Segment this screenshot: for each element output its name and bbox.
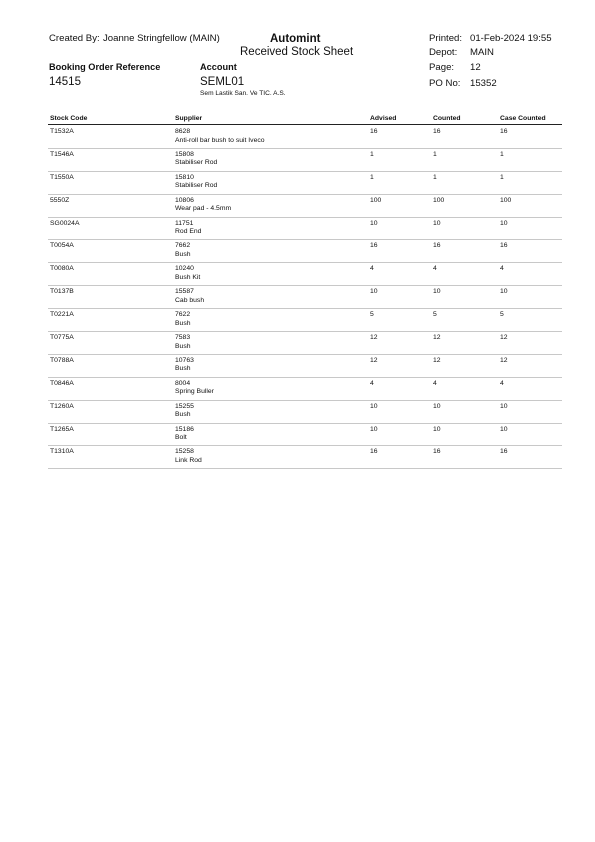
company-title: Automint <box>270 33 321 45</box>
case-counted-cell: 16 <box>500 448 508 456</box>
created-by-value: Joanne Stringfellow (MAIN) <box>103 33 220 44</box>
table-row <box>48 195 562 218</box>
advised-cell: 12 <box>370 334 378 342</box>
supplier-cell: 7622 <box>175 311 191 319</box>
table-row <box>48 332 562 355</box>
supplier-cell: 15810 <box>175 173 194 181</box>
table-row <box>48 446 562 469</box>
table-row <box>48 149 562 172</box>
table-row <box>48 401 562 424</box>
counted-cell: 16 <box>433 242 441 250</box>
counted-cell: 10 <box>433 402 441 410</box>
description-cell: Bush <box>175 365 191 373</box>
stock-code-cell: T0846A <box>50 379 74 387</box>
case-counted-cell: 4 <box>500 265 504 273</box>
description-cell: Stabiliser Rod <box>175 182 218 190</box>
case-counted-cell: 5 <box>500 311 504 319</box>
supplier-cell: 15587 <box>175 288 194 296</box>
counted-cell: 4 <box>433 265 437 273</box>
printed-value: 01-Feb-2024 19:55 <box>470 33 552 44</box>
case-counted-cell: 100 <box>500 196 512 204</box>
description-cell: Anti-roll bar bush to suit Iveco <box>175 136 265 144</box>
advised-cell: 16 <box>370 242 378 250</box>
printed-label: Printed: <box>429 33 463 44</box>
counted-cell: 5 <box>433 311 437 319</box>
case-counted-cell: 10 <box>500 425 508 433</box>
counted-cell: 100 <box>433 196 445 204</box>
account-code: SEML01 <box>200 76 245 88</box>
supplier-cell: 15258 <box>175 448 194 456</box>
depot-label: Depot: <box>429 47 458 58</box>
page-label: Page: <box>429 62 455 73</box>
counted-cell: 10 <box>433 219 441 227</box>
advised-cell: 1 <box>370 150 374 158</box>
advised-cell: 10 <box>370 288 378 296</box>
advised-cell: 1 <box>370 173 374 181</box>
table-row <box>48 172 562 195</box>
po-number: 15352 <box>470 78 497 89</box>
page-number: 12 <box>470 62 481 73</box>
description-cell: Bush Kit <box>175 273 201 281</box>
advised-cell: 16 <box>370 128 378 135</box>
case-counted-cell: 4 <box>500 379 504 387</box>
case-counted-cell: 10 <box>500 402 508 410</box>
description-cell: Wear pad - 4.5mm <box>175 205 232 213</box>
counted-cell: 10 <box>433 288 441 296</box>
description-cell: Bush <box>175 342 191 350</box>
booking-ref-label: Booking Order Reference <box>49 62 161 72</box>
stock-code-cell: T1550A <box>50 173 74 181</box>
supplier-cell: 10240 <box>175 265 194 273</box>
advised-cell: 10 <box>370 425 378 433</box>
table-row <box>48 240 562 263</box>
table-row <box>48 218 562 241</box>
table-row <box>48 424 562 447</box>
booking-ref-value: 14515 <box>49 76 81 88</box>
supplier-cell: 10806 <box>175 196 194 204</box>
case-counted-cell: 1 <box>500 173 504 181</box>
supplier-cell: 8004 <box>175 379 191 387</box>
counted-cell: 1 <box>433 173 437 181</box>
supplier-cell: 7662 <box>175 242 191 250</box>
advised-cell: 5 <box>370 311 374 319</box>
stock-code-cell: T0080A <box>50 265 74 273</box>
counted-cell: 10 <box>433 425 441 433</box>
description-cell: Spring Buller <box>175 388 214 396</box>
counted-cell: 4 <box>433 379 437 387</box>
stock-code-cell: T1260A <box>50 402 74 410</box>
supplier-cell: 7583 <box>175 334 191 342</box>
description-cell: Rod End <box>175 228 202 236</box>
description-cell: Bolt <box>175 434 187 442</box>
description-cell: Cab bush <box>175 296 205 304</box>
created-by-label: Created By: <box>49 33 100 44</box>
header-rule <box>48 124 562 125</box>
advised-cell: 4 <box>370 265 374 273</box>
stock-code-cell: T0137B <box>50 288 74 296</box>
description-cell: Bush <box>175 411 191 419</box>
stock-code-cell: T1310A <box>50 448 74 456</box>
account-label: Account <box>200 62 237 72</box>
case-counted-cell: 12 <box>500 356 508 364</box>
counted-cell: 16 <box>433 448 441 456</box>
supplier-cell: 11751 <box>175 219 194 227</box>
stock-code-cell: T0788A <box>50 356 74 364</box>
case-counted-cell: 1 <box>500 150 504 158</box>
advised-cell: 4 <box>370 379 374 387</box>
supplier-cell: 15186 <box>175 425 194 433</box>
case-counted-cell: 16 <box>500 242 508 250</box>
advised-cell: 10 <box>370 402 378 410</box>
counted-cell: 16 <box>433 128 441 135</box>
col-advised: Advised <box>370 115 397 122</box>
counted-cell: 12 <box>433 356 441 364</box>
advised-cell: 16 <box>370 448 378 456</box>
case-counted-cell: 16 <box>500 128 508 135</box>
case-counted-cell: 10 <box>500 219 508 227</box>
supplier-cell: 8628 <box>175 128 191 135</box>
stock-code-cell: T0221A <box>50 311 74 319</box>
stock-code-cell: T0054A <box>50 242 74 250</box>
stock-code-cell: T0775A <box>50 334 74 342</box>
counted-cell: 1 <box>433 150 437 158</box>
account-name: Sem Lastik San. Ve TIC. A.S. <box>200 90 286 97</box>
description-cell: Stabiliser Rod <box>175 159 218 167</box>
supplier-cell: 10763 <box>175 356 194 364</box>
description-cell: Bush <box>175 250 191 258</box>
case-counted-cell: 12 <box>500 334 508 342</box>
advised-cell: 12 <box>370 356 378 364</box>
stock-code-cell: 5550Z <box>50 196 70 204</box>
po-label: PO No: <box>429 78 461 89</box>
col-counted: Counted <box>433 115 461 122</box>
case-counted-cell: 10 <box>500 288 508 296</box>
col-supplier: Supplier <box>175 115 203 122</box>
stock-table-body <box>0 126 595 469</box>
stock-code-cell: T1546A <box>50 150 74 158</box>
table-row <box>48 263 562 286</box>
table-row <box>48 286 562 309</box>
stock-code-cell: SG0024A <box>50 219 80 227</box>
depot-value: MAIN <box>470 47 494 58</box>
stock-code-cell: T1532A <box>50 128 74 135</box>
col-case-counted: Case Counted <box>500 115 546 122</box>
stock-code-cell: T1265A <box>50 425 74 433</box>
col-stock-code: Stock Code <box>50 115 88 122</box>
counted-cell: 12 <box>433 334 441 342</box>
table-row <box>48 355 562 378</box>
table-row <box>48 309 562 332</box>
advised-cell: 100 <box>370 196 382 204</box>
supplier-cell: 15808 <box>175 150 194 158</box>
description-cell: Bush <box>175 319 191 327</box>
description-cell: Link Rod <box>175 456 202 464</box>
supplier-cell: 15255 <box>175 402 194 410</box>
sheet-title: Received Stock Sheet <box>240 46 354 58</box>
advised-cell: 10 <box>370 219 378 227</box>
table-row <box>48 126 562 149</box>
table-row <box>48 378 562 401</box>
